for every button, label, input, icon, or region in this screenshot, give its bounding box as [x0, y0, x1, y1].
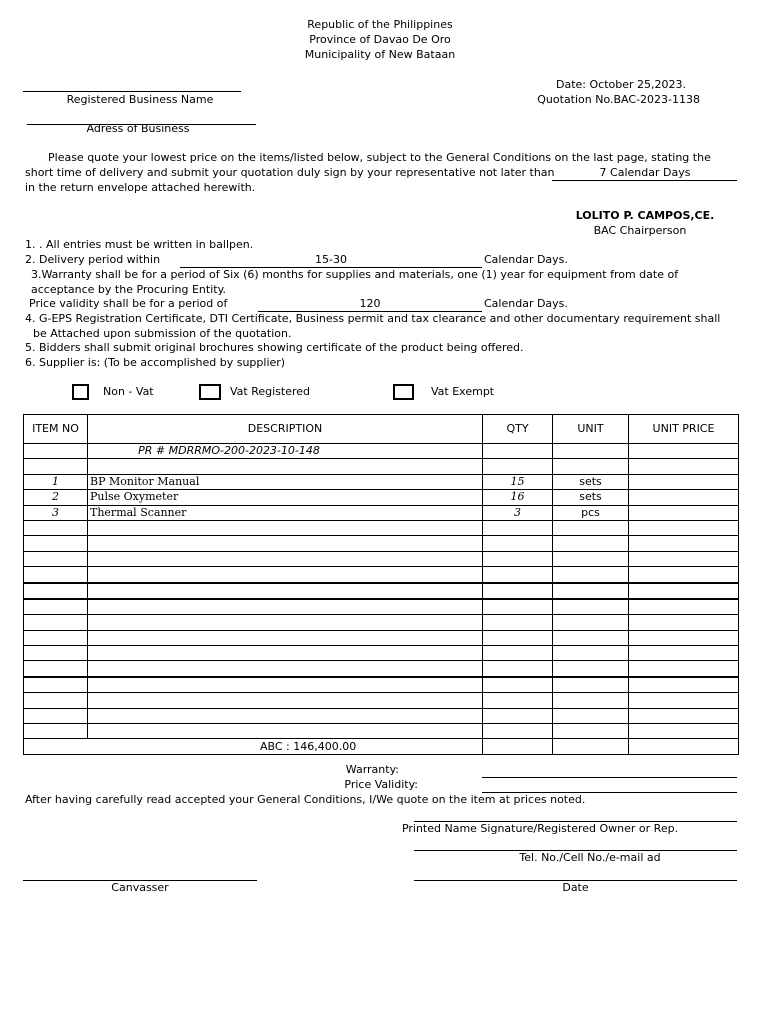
date-label: Date [562, 881, 589, 894]
price-validity-label: Price validity shall be for a period of [29, 297, 228, 310]
table-row [24, 505, 739, 520]
header-qty: QTY [483, 415, 553, 444]
pr-number: PR # MDRRMO-200-2023-10-148 [88, 444, 483, 459]
abc-row [24, 739, 739, 754]
condition-2-unit: Calendar Days. [484, 253, 568, 266]
table-row [24, 724, 739, 739]
header-municipality: Municipality of New Bataan [304, 48, 456, 61]
item-unit-price-cell[interactable] [629, 490, 739, 505]
item-unit: sets [553, 490, 629, 505]
header-province: Province of Davao De Oro [309, 33, 451, 46]
signatory-title: BAC Chairperson [593, 224, 687, 237]
price-validity-unit: Calendar Days. [484, 297, 568, 310]
table-row [24, 646, 739, 661]
table-row [24, 567, 739, 583]
item-description: Pulse Oxymeter [88, 490, 483, 505]
business-name-label: Registered Business Name [66, 93, 214, 106]
business-name-line[interactable] [23, 91, 241, 92]
canvasser-label: Canvasser [111, 881, 169, 894]
intro-line-2: short time of delivery and submit your quotation duly sign by your representative not later than [25, 166, 555, 179]
item-qty: 16 [483, 490, 553, 505]
table-row [24, 630, 739, 645]
condition-5: 5. Bidders shall submit original brochures showing certificate of the product being offered. [25, 341, 524, 354]
item-unit: sets [553, 474, 629, 489]
item-unit: pcs [553, 505, 629, 520]
item-qty: 3 [483, 505, 553, 520]
table-row [24, 677, 739, 693]
item-unit-price-cell[interactable] [629, 474, 739, 489]
header-republic: Republic of the Philippines [307, 18, 453, 31]
warranty-line[interactable] [482, 777, 737, 778]
table-row [24, 551, 739, 566]
header-unit-price: UNIT PRICE [629, 415, 739, 444]
abc-amount: ABC : 146,400.00 [24, 739, 483, 754]
delivery-period-value: 15-30 [315, 253, 347, 266]
item-description: Thermal Scanner [88, 505, 483, 520]
warranty-label: Warranty: [345, 763, 399, 776]
table-row [24, 474, 739, 489]
price-validity-footer-label: Price Validity: [344, 778, 418, 791]
non-vat-label: Non - Vat [103, 385, 154, 398]
condition-6: 6. Supplier is: (To be accomplished by supplier) [25, 356, 286, 369]
table-row [24, 490, 739, 505]
non-vat-checkbox[interactable] [72, 384, 89, 400]
table-row [24, 693, 739, 708]
intro-line-1: Please quote your lowest price on the items/listed below, subject to the General Conditions on the last page, stating the [48, 151, 711, 164]
condition-1: 1. . All entries must be written in ballpen. [25, 238, 254, 251]
table-row [24, 661, 739, 677]
item-unit-price-cell[interactable] [629, 505, 739, 520]
vat-registered-checkbox[interactable] [199, 384, 221, 400]
contact-label: Tel. No./Cell No./e-mail ad [519, 851, 661, 864]
quotation-number: Quotation No.BAC-2023-1138 [537, 93, 700, 106]
items-table [23, 414, 739, 755]
header-description: DESCRIPTION [88, 415, 483, 444]
deadline-underline [552, 180, 737, 181]
header-unit: UNIT [553, 415, 629, 444]
acceptance-statement: After having carefully read accepted your General Conditions, I/We quote on the item at prices noted. [25, 793, 586, 806]
table-row [24, 708, 739, 723]
table-header-row [24, 415, 739, 444]
quotation-date: Date: October 25,2023. [556, 78, 686, 91]
item-no: 1 [24, 474, 88, 489]
intro-line-3: in the return envelope attached herewith. [25, 181, 256, 194]
condition-2-label: 2. Delivery period within [25, 253, 161, 266]
printed-name-label: Printed Name Signature/Registered Owner or Rep. [401, 822, 679, 835]
pr-row [24, 444, 739, 459]
condition-4-line-2: be Attached upon submission of the quotation. [33, 327, 292, 340]
condition-3-line-2: acceptance by the Procuring Entity. [31, 283, 227, 296]
business-address-label: Adress of Business [86, 122, 190, 135]
table-row [24, 615, 739, 630]
table-row [24, 520, 739, 535]
vat-exempt-checkbox[interactable] [393, 384, 414, 400]
vat-exempt-label: Vat Exempt [431, 385, 495, 398]
signatory-name: LOLITO P. CAMPOS,CE. [575, 209, 715, 222]
header-item-no: ITEM NO [24, 415, 88, 444]
table-row [24, 536, 739, 551]
table-row [24, 599, 739, 615]
item-qty: 15 [483, 474, 553, 489]
price-validity-value: 120 [359, 297, 381, 310]
vat-registered-label: Vat Registered [230, 385, 311, 398]
table-row [24, 459, 739, 474]
condition-4-line-1: 4. G-EPS Registration Certificate, DTI Certificate, Business permit and tax clearance and other documentary requirement shall [25, 312, 721, 325]
item-no: 3 [24, 505, 88, 520]
submission-deadline: 7 Calendar Days [599, 166, 691, 179]
item-description: BP Monitor Manual [88, 474, 483, 489]
table-row [24, 583, 739, 599]
condition-3-line-1: 3.Warranty shall be for a period of Six (6) months for supplies and materials, one (1) year for equipment from date of [31, 268, 679, 281]
item-no: 2 [24, 490, 88, 505]
